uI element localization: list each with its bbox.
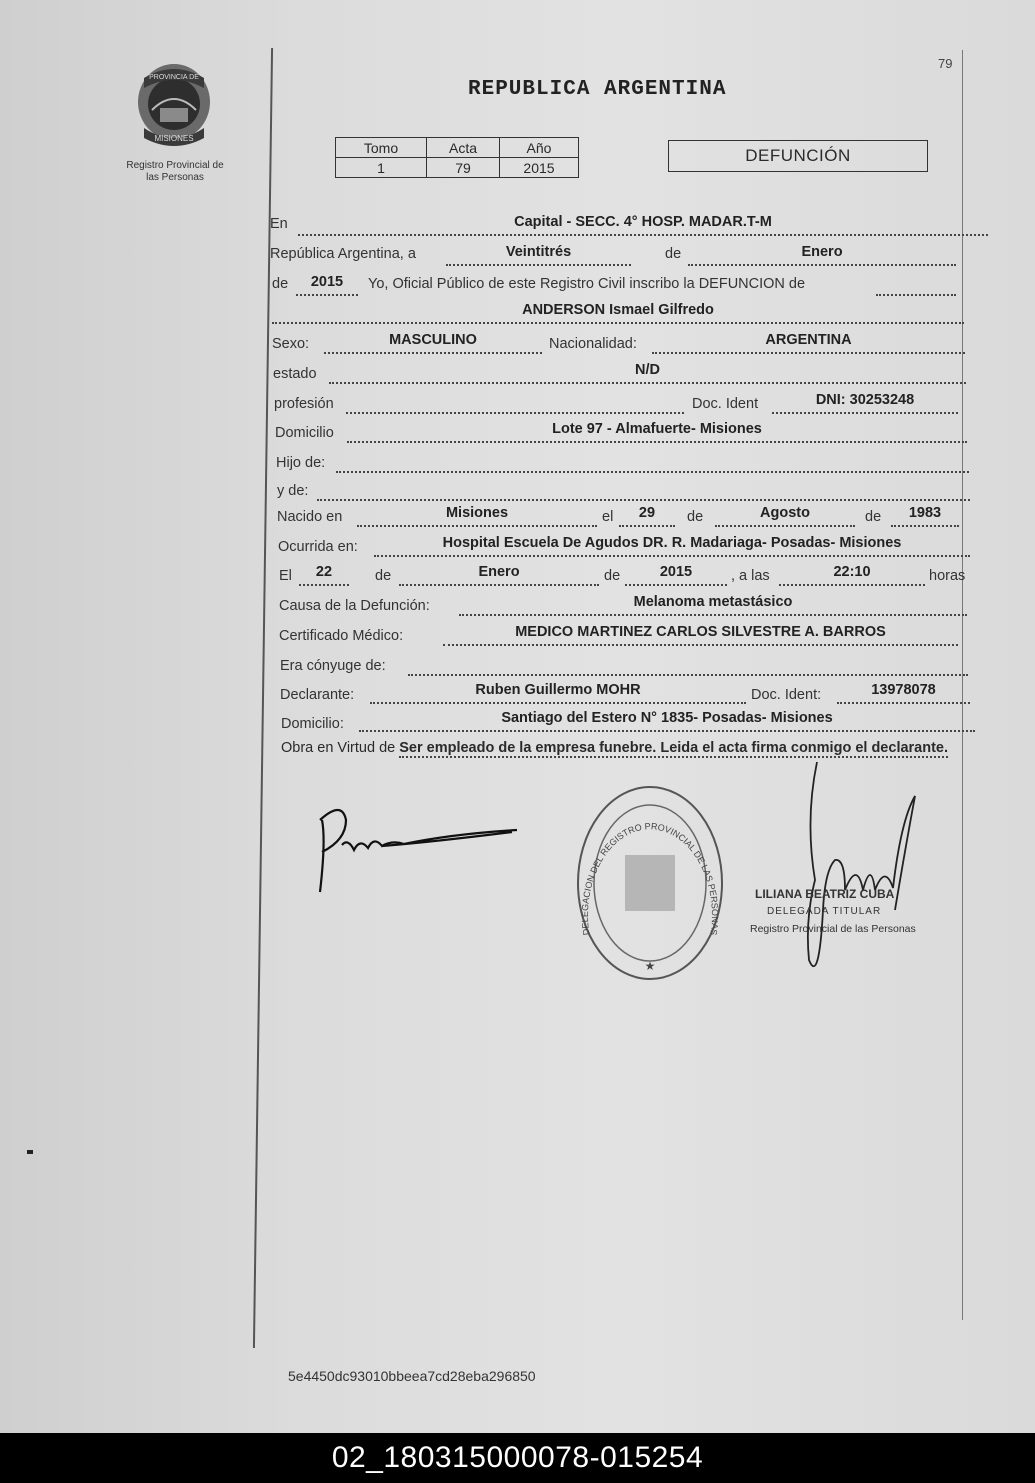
field-declarant-doc: 13978078 <box>837 682 970 704</box>
scan-mark <box>27 1150 33 1154</box>
field-death-time: 22:10 <box>779 564 925 586</box>
field-reason: Ser empleado de la empresa funebre. Leida el acta firma conmigo el declarante. <box>399 740 949 756</box>
label-sexo: Sexo: <box>272 336 310 352</box>
field-spouse <box>408 654 968 676</box>
registry-table <box>335 137 579 178</box>
label-profesion: profesión <box>274 396 334 412</box>
declarant-signature <box>312 800 527 900</box>
stamp-registry: Registro Provincial de las Personas <box>750 923 916 935</box>
field-birth-year: 1983 <box>891 505 959 527</box>
field-occurred-in: Hospital Escuela De Agudos DR. R. Madariaga- Posadas- Misiones <box>374 535 970 557</box>
field-profession <box>346 392 684 414</box>
field-doctor: MEDICO MARTINEZ CARLOS SILVESTRE A. BARROS <box>443 624 958 646</box>
field-birth-day: 29 <box>619 505 675 527</box>
label-estado: estado <box>273 366 317 382</box>
page-number: 79 <box>938 56 953 71</box>
label-y-de: y de: <box>277 483 309 499</box>
field-mother <box>317 479 970 501</box>
label-republica: República Argentina, a <box>270 246 416 262</box>
field-month: Enero <box>688 244 956 266</box>
seal-ring-text: DELEGACION DEL REGISTRO PROVINCIAL DE LAS PERSONAS <box>579 821 721 936</box>
label-el-cap: El <box>279 568 292 584</box>
field-death-year: 2015 <box>625 564 727 586</box>
registry-header-row <box>336 138 579 158</box>
field-declarant: Ruben Guillermo MOHR <box>370 682 746 704</box>
header-acta: Acta <box>427 138 500 158</box>
label-statement: Yo, Oficial Público de este Registro Civil inscribo la DEFUNCION de <box>368 276 806 292</box>
label-hijo-de: Hijo de: <box>276 455 326 471</box>
logo-bottom-text: MISIONES <box>154 134 194 143</box>
value-ano: 2015 <box>500 158 579 178</box>
field-statement-tail <box>876 274 956 296</box>
label-domicilio-2: Domicilio: <box>281 716 344 732</box>
label-de-5: de <box>375 568 392 584</box>
document-title: REPUBLICA ARGENTINA <box>468 78 727 101</box>
field-address: Lote 97 - Almafuerte- Misiones <box>347 421 967 443</box>
field-place: Capital - SECC. 4° HOSP. MADAR.T-M <box>298 214 988 236</box>
field-father <box>336 451 969 473</box>
label-nacido-en: Nacido en <box>277 509 343 525</box>
record-type-box: DEFUNCIÓN <box>668 140 928 172</box>
label-de-1: de <box>665 246 682 262</box>
field-nationality: ARGENTINA <box>652 332 965 354</box>
reason-paragraph <box>281 738 981 758</box>
header-tomo: Tomo <box>336 138 427 158</box>
label-horas: horas <box>929 568 966 584</box>
field-sex: MASCULINO <box>324 332 542 354</box>
field-civil-status: N/D <box>329 362 966 384</box>
field-cause: Melanoma metastásico <box>459 594 967 616</box>
label-doc-ident: Doc. Ident <box>692 396 759 412</box>
document-hash: 5e4450dc93010bbeea7cd28eba296850 <box>288 1368 536 1384</box>
label-doc-ident-2: Doc. Ident: <box>751 687 822 703</box>
field-deceased-name: ANDERSON Ismael Gilfredo <box>272 302 964 324</box>
label-el: el <box>602 509 614 525</box>
field-death-month: Enero <box>399 564 599 586</box>
issuer-line-1: Registro Provincial de <box>126 160 224 171</box>
label-de-4: de <box>865 509 882 525</box>
label-certificado: Certificado Médico: <box>279 628 404 644</box>
label-de-6: de <box>604 568 621 584</box>
label-domicilio: Domicilio <box>275 425 334 441</box>
label-a-las: , a las <box>731 568 770 584</box>
label-nacionalidad: Nacionalidad: <box>549 336 637 352</box>
field-doc-id: DNI: 30253248 <box>772 392 958 414</box>
label-de-2: de <box>272 276 289 292</box>
label-causa: Causa de la Defunción: <box>279 598 430 614</box>
logo-top-text: PROVINCIA DE <box>149 74 199 81</box>
province-coat-of-arms-logo <box>130 58 218 150</box>
stamp-name: LILIANA BEATRIZ CUBA <box>755 887 895 901</box>
stamp-title: DELEGADA TITULAR <box>767 906 882 917</box>
label-declarante: Declarante: <box>280 687 355 703</box>
value-acta: 79 <box>427 158 500 178</box>
field-year: 2015 <box>296 274 358 296</box>
header-ano: Año <box>500 138 579 158</box>
official-seal <box>575 785 725 985</box>
issuer-name <box>110 160 240 184</box>
label-conyuge: Era cónyuge de: <box>280 658 386 674</box>
left-margin-line <box>253 48 273 1348</box>
label-obra: Obra en Virtud de <box>281 740 396 756</box>
registry-value-row <box>336 158 579 178</box>
label-en: En <box>270 216 288 232</box>
field-death-day: 22 <box>299 564 349 586</box>
field-birth-place: Misiones <box>357 505 597 527</box>
value-tomo: 1 <box>336 158 427 178</box>
issuer-line-2: las Personas <box>146 172 204 183</box>
field-day-text: Veintitrés <box>446 244 631 266</box>
registrar-signature-stamp <box>745 760 955 985</box>
field-birth-month: Agosto <box>715 505 855 527</box>
label-ocurrida-en: Ocurrida en: <box>278 539 358 555</box>
scan-id-bar: 02_180315000078-015254 <box>0 1433 1035 1483</box>
label-de-3: de <box>687 509 704 525</box>
svg-text:★: ★ <box>644 959 656 973</box>
field-declarant-address: Santiago del Estero N° 1835- Posadas- Misiones <box>359 710 975 732</box>
